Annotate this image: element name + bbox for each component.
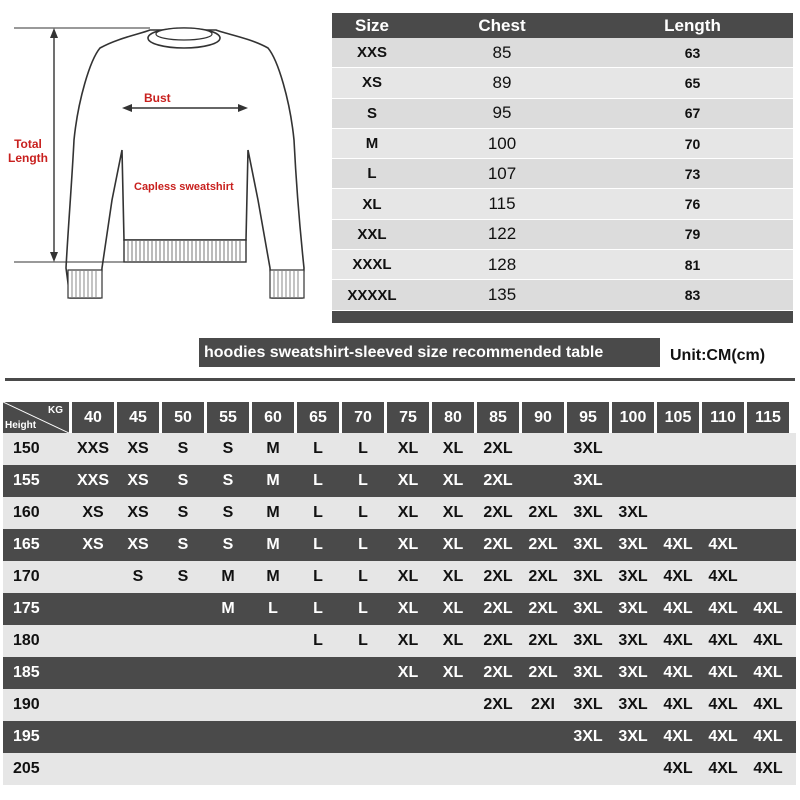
size-cell: L [367, 165, 377, 183]
recommended-size-cell: L [358, 632, 368, 649]
recommended-size-cell: XS [82, 504, 104, 521]
size-row [332, 250, 793, 280]
weight-header-cell: 90 [522, 402, 564, 433]
recommended-size-cell: S [222, 472, 234, 489]
height-cell: 160 [13, 504, 40, 521]
recommended-size-cell: XL [397, 568, 419, 585]
size-chart-footer-bar [332, 311, 793, 323]
recommended-size-cell: S [177, 504, 189, 521]
size-cell: XL [362, 195, 382, 213]
height-cell: 150 [13, 440, 40, 457]
recommended-size-cell: L [313, 504, 323, 521]
weight-header-cell: 95 [567, 402, 609, 433]
recommended-size-cell: 2XL [483, 696, 513, 713]
recommended-size-cell: XL [397, 536, 419, 553]
recommended-size-cell: M [266, 536, 280, 553]
height-cell: 195 [13, 728, 40, 745]
recommended-size-cell: 3XL [618, 536, 648, 553]
recommended-size-cell: M [266, 504, 280, 521]
recommended-size-cell: 3XL [573, 632, 603, 649]
weight-header-cell: 55 [207, 402, 249, 433]
height-cell: 175 [13, 600, 40, 617]
size-cell: XXS [356, 44, 387, 62]
recommended-size-cell: 2XL [528, 568, 558, 585]
height-cell: 190 [13, 696, 40, 713]
size-row [332, 129, 793, 159]
recommended-size-cell: 4XL [753, 632, 783, 649]
recommended-size-cell: 3XL [573, 472, 603, 489]
recommended-size-cell: M [221, 568, 235, 585]
total-length-label-line1: Total [14, 137, 42, 151]
size-row [332, 189, 793, 219]
height-cell: 185 [13, 664, 40, 681]
chest-cell: 128 [487, 254, 517, 274]
weight-header-cell: 85 [477, 402, 519, 433]
recommended-size-cell: XL [442, 472, 464, 489]
recommended-size-cell: 2XL [483, 504, 513, 521]
recommended-size-cell: 2XL [528, 632, 558, 649]
recommended-size-cell: 3XL [618, 600, 648, 617]
size-cell: M [365, 135, 379, 153]
length-cell: 81 [684, 256, 701, 273]
weight-header-cell: 80 [432, 402, 474, 433]
size-row [332, 220, 793, 250]
recommended-size-cell: 4XL [753, 728, 783, 745]
size-chart-rows [332, 38, 793, 311]
recommended-size-cell: XL [442, 632, 464, 649]
recommended-size-cell: L [358, 536, 368, 553]
size-cell: XS [361, 74, 382, 92]
size-cell: XXXXL [347, 286, 397, 304]
recommended-size-cell: 3XL [618, 504, 648, 521]
height-cell: 155 [13, 472, 40, 489]
length-cell: 63 [684, 44, 701, 61]
recommended-size-cell: 2XL [528, 600, 558, 617]
header-length: Length [664, 15, 721, 35]
recommended-size-cell: XL [397, 472, 419, 489]
recommended-size-cell: S [177, 568, 189, 585]
recommended-size-cell: XS [82, 536, 104, 553]
recommended-size-cell: S [222, 504, 234, 521]
size-row [332, 159, 793, 189]
recommended-size-cell: S [222, 440, 234, 457]
length-cell: 70 [684, 135, 701, 152]
size-cell: S [366, 104, 377, 122]
recommended-size-cell: 2XL [483, 664, 513, 681]
weight-header-cell: 110 [702, 402, 744, 433]
recommended-size-cell: 4XL [663, 664, 693, 681]
recommend-row [3, 465, 796, 497]
recommended-size-cell: 4XL [753, 600, 783, 617]
recommended-size-cell: 2XL [483, 472, 513, 489]
product-label: Capless sweatshirt [134, 181, 234, 193]
recommended-size-cell: XL [442, 664, 464, 681]
recommended-size-cell: 3XL [618, 568, 648, 585]
recommended-size-cell: M [266, 472, 280, 489]
recommended-size-cell: 3XL [573, 536, 603, 553]
recommended-size-cell: S [132, 568, 144, 585]
size-row [332, 99, 793, 129]
recommended-size-cell: 4XL [708, 664, 738, 681]
recommended-size-cell: 3XL [573, 664, 603, 681]
bust-label: Bust [144, 91, 171, 105]
recommend-header-row [3, 402, 796, 433]
weight-header-cell: 100 [612, 402, 654, 433]
size-row [332, 38, 793, 68]
recommended-size-cell: M [266, 568, 280, 585]
size-row [332, 68, 793, 98]
recommended-size-cell: L [268, 600, 278, 617]
recommended-size-cell: L [358, 440, 368, 457]
height-cell: 180 [13, 632, 40, 649]
recommended-size-cell: 4XL [663, 696, 693, 713]
recommended-size-cell: 4XL [663, 728, 693, 745]
recommended-size-cell: XS [127, 536, 149, 553]
weight-header-cell: 75 [387, 402, 429, 433]
recommended-size-cell: 2XL [483, 600, 513, 617]
length-cell: 65 [684, 74, 701, 91]
recommended-size-cell: 3XL [573, 600, 603, 617]
recommended-size-cell: XS [127, 472, 149, 489]
recommended-size-cell: XL [397, 440, 419, 457]
recommended-size-cell: 4XL [753, 664, 783, 681]
recommended-size-cell: L [313, 568, 323, 585]
recommend-row [3, 753, 796, 785]
chest-cell: 107 [487, 163, 517, 183]
chest-cell: 85 [492, 42, 512, 62]
recommend-row [3, 721, 796, 753]
weight-header-cell: 115 [747, 402, 789, 433]
recommended-size-cell: 3XL [618, 632, 648, 649]
recommended-size-cell: 2XL [528, 504, 558, 521]
header-size: Size [354, 15, 390, 35]
recommended-size-cell: M [266, 440, 280, 457]
chest-cell: 100 [487, 133, 517, 153]
recommended-size-cell: XL [397, 504, 419, 521]
chest-cell: 122 [487, 224, 517, 244]
recommended-size-cell: XL [397, 632, 419, 649]
recommended-size-cell: 4XL [708, 568, 738, 585]
size-row [332, 280, 793, 310]
size-cell: XXXL [352, 256, 392, 274]
recommended-size-cell: 3XL [618, 728, 648, 745]
recommended-size-cell: XS [127, 440, 149, 457]
recommended-size-cell: XL [442, 600, 464, 617]
recommended-size-cell: 3XL [573, 728, 603, 745]
recommended-size-cell: 3XL [618, 664, 648, 681]
recommended-size-cell: 2XL [483, 568, 513, 585]
recommended-size-cell: L [313, 536, 323, 553]
recommended-size-cell: XXS [76, 440, 109, 457]
recommended-size-cell: 4XL [663, 760, 693, 777]
length-cell: 79 [684, 226, 701, 243]
recommended-size-cell: XL [442, 504, 464, 521]
length-cell: 83 [684, 287, 701, 304]
recommended-size-cell: 2XL [528, 664, 558, 681]
corner-height-label: Height [5, 420, 37, 431]
chest-cell: 135 [487, 285, 517, 305]
recommended-size-cell: XL [442, 568, 464, 585]
recommended-size-cell: 2XL [483, 536, 513, 553]
recommended-size-cell: 2XL [483, 632, 513, 649]
corner-kg-label: KG [48, 405, 63, 416]
recommended-size-cell: L [313, 632, 323, 649]
recommended-size-cell: XL [397, 600, 419, 617]
recommended-size-cell: 4XL [708, 536, 738, 553]
chest-cell: 89 [492, 72, 512, 92]
recommended-size-cell: XS [127, 504, 149, 521]
recommended-size-cell: 3XL [573, 440, 603, 457]
recommended-size-cell: S [177, 472, 189, 489]
height-cell: 205 [13, 760, 40, 777]
weight-header-cell: 60 [252, 402, 294, 433]
weight-header-cell: 40 [72, 402, 114, 433]
length-cell: 67 [684, 105, 701, 122]
recommend-row [3, 497, 796, 529]
recommended-size-cell: 4XL [708, 696, 738, 713]
recommended-size-cell: 4XL [708, 760, 738, 777]
total-length-label-line2: Length [8, 151, 48, 165]
recommended-size-cell: L [313, 600, 323, 617]
recommended-size-cell: 3XL [573, 504, 603, 521]
recommended-size-cell: 3XL [573, 696, 603, 713]
recommend-row [3, 689, 796, 721]
recommended-size-cell: 4XL [708, 728, 738, 745]
chest-cell: 115 [488, 194, 516, 214]
recommended-size-cell: 4XL [708, 600, 738, 617]
height-cell: 165 [13, 536, 40, 553]
length-cell: 76 [684, 196, 701, 213]
header-corner-cell [3, 402, 69, 433]
weight-header-cell: 70 [342, 402, 384, 433]
recommend-row [3, 593, 796, 625]
sweatshirt-diagram [0, 0, 330, 310]
recommended-size-cell: L [358, 472, 368, 489]
size-cell: XXL [357, 225, 387, 243]
weight-header-cell: 45 [117, 402, 159, 433]
recommended-size-cell: L [313, 440, 323, 457]
recommended-size-cell: S [177, 440, 189, 457]
recommend-row [3, 529, 796, 561]
recommend-row [3, 625, 796, 657]
recommended-size-cell: XL [442, 440, 464, 457]
total-length-label [6, 137, 50, 165]
recommend-rows [3, 433, 796, 785]
recommended-size-cell: L [358, 600, 368, 617]
recommended-size-cell: 4XL [663, 632, 693, 649]
weight-header-cell: 50 [162, 402, 204, 433]
recommended-size-cell: 3XL [618, 696, 648, 713]
recommended-size-cell: 4XL [663, 568, 693, 585]
recommended-size-cell: 3XL [573, 568, 603, 585]
height-cell: 170 [13, 568, 40, 585]
chest-cell: 95 [492, 103, 512, 123]
recommend-row [3, 561, 796, 593]
recommend-row [3, 433, 796, 465]
recommended-size-cell: L [358, 568, 368, 585]
recommended-size-cell: L [358, 504, 368, 521]
header-chest: Chest [478, 15, 526, 35]
recommended-size-cell: 2XL [483, 440, 513, 457]
recommend-table-title: hoodies sweatshirt-sleeved size recommended table [199, 338, 660, 367]
recommended-size-cell: 2XL [528, 536, 558, 553]
recommended-size-cell: XXS [76, 472, 109, 489]
recommended-size-cell: 4XL [753, 696, 783, 713]
recommended-size-cell: S [177, 536, 189, 553]
recommended-size-cell: 4XL [708, 632, 738, 649]
recommended-size-cell: 4XL [663, 600, 693, 617]
recommended-size-cell: 2XI [530, 696, 555, 713]
weight-header-cell: 65 [297, 402, 339, 433]
recommended-size-cell: S [222, 536, 234, 553]
length-cell: 73 [684, 165, 701, 182]
recommended-size-cell: 4XL [663, 536, 693, 553]
recommend-row [3, 657, 796, 689]
recommended-size-cell: XL [397, 664, 419, 681]
recommended-size-cell: L [313, 472, 323, 489]
size-chart-header [332, 13, 793, 38]
weight-header-cell: 105 [657, 402, 699, 433]
recommended-size-cell: M [221, 600, 235, 617]
recommended-size-cell: XL [442, 536, 464, 553]
size-recommendation-table [3, 402, 796, 785]
recommended-size-cell: 4XL [753, 760, 783, 777]
unit-label: Unit:CM(cm) [670, 347, 766, 364]
section-divider [5, 378, 795, 381]
size-chart-table [332, 13, 793, 323]
